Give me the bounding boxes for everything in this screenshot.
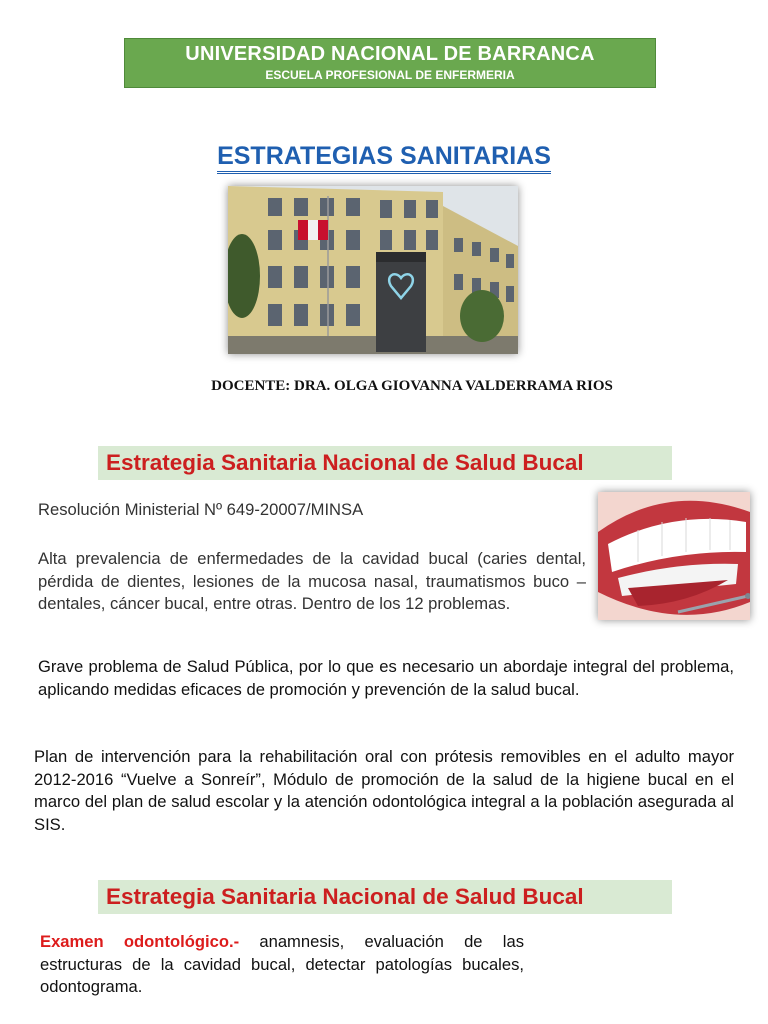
intervention-plan-paragraph bbox=[34, 746, 734, 836]
plan-text-end: , Módulo de promoción de la salud de la higiene bucal en el marco del plan de salud escolar y la atención odontológica integral a la población asegurada al SIS. bbox=[34, 769, 735, 834]
resolution-text: Resolución Ministerial Nº 649-20007/MINSA bbox=[38, 500, 364, 519]
plan-text-start: Plan de intervención para la rehabilitación oral con prótesis removibles en el adulto mayor 2012-2016 bbox=[34, 747, 734, 789]
public-health-paragraph: Grave problema de Salud Pública, por lo que es necesario un abordaje integral del problema, aplicando medidas eficaces de promoción y prevención de la salud bucal. bbox=[38, 657, 734, 699]
document-title: ESTRATEGIAS SANITARIAS bbox=[217, 142, 551, 174]
teacher-name: DOCENTE: DRA. OLGA GIOVANNA VALDERRAMA RIOS bbox=[211, 378, 613, 394]
document-title-wrap bbox=[0, 142, 768, 171]
exam-text: anamnesis, evaluación de las estructuras de la cavidad bucal, detectar patologías bucales, odontograma. bbox=[40, 932, 524, 996]
section-heading-salud-bucal: Estrategia Sanitaria Nacional de Salud Bucal bbox=[98, 446, 672, 480]
school-name: ESCUELA PROFESIONAL DE ENFERMERIA bbox=[265, 68, 515, 82]
exam-paragraph bbox=[40, 931, 524, 999]
ministry-building-photo bbox=[228, 186, 518, 354]
prevalence-paragraph: Alta prevalencia de enfermedades de la cavidad bucal (caries dental, pérdida de dientes, lesiones de la mucosa nasal, traumatismos buco – dentales, cáncer bucal, entre otras. Dentro de los 12 problemas. bbox=[38, 549, 586, 613]
header-banner bbox=[124, 38, 656, 88]
exam-label: Examen odontológico.- bbox=[40, 932, 240, 951]
plan-quote: “Vuelve a Sonreír” bbox=[120, 769, 261, 789]
section-heading-salud-bucal-2: Estrategia Sanitaria Nacional de Salud Bucal bbox=[98, 880, 672, 914]
university-name: UNIVERSIDAD NACIONAL DE BARRANCA bbox=[185, 43, 595, 65]
teeth-photo bbox=[598, 492, 750, 620]
